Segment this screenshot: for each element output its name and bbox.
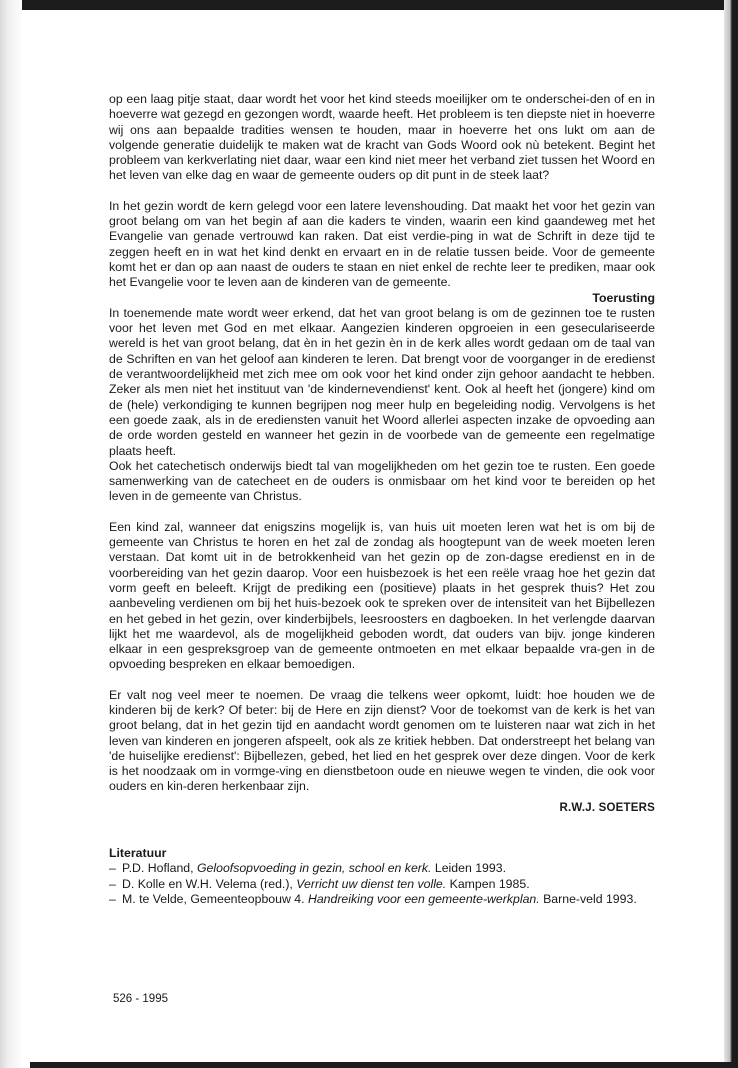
page-number: 526 - 1995 <box>113 993 168 1005</box>
scan-border-top <box>0 0 738 10</box>
scan-border-bottom <box>30 1062 738 1068</box>
literature-heading: Literatuur <box>109 846 167 861</box>
section-heading: Toerusting <box>592 290 655 305</box>
literature-item: – D. Kolle en W.H. Velema (red.), Verricht uw dienst ten volle. Kampen 1985. <box>109 877 655 892</box>
document-page <box>109 92 655 907</box>
literature-item: – P.D. Hofland, Geloofsopvoeding in gezin, school en kerk. Leiden 1993. <box>109 861 655 876</box>
paragraph: In het gezin wordt de kern gelegd voor een latere levenshouding. Dat maakt het voor het gezin van groot belang om van het begin af aan die kaders te vinden, waarin een kind gaandeweg met het Evangelie van genade vertrouwd kan raken. Dat eist verdie-ping in wat de Schrift in deze tijd te zeggen heeft en in wat het kind denkt en ervaart en in de relatie tussen beide. Voor de gemeente komt het er dan op aan naast de ouders te staan en niet enkel de rechte leer te prediken, maar ook het Evangelie voor te leven aan de kinderen van de gemeente. <box>109 198 655 290</box>
literature-list <box>109 861 655 907</box>
scan-border-right <box>724 0 738 1068</box>
paragraph: Een kind zal, wanneer dat enigszins mogelijk is, van huis uit moeten leren wat het is om bij de gemeente van Christus te horen en het zal de zondag als hoogtepunt van de week moeten leren verstaan. Dat komt uit in de betrokkenheid van het gezin op de zon-dagse eredienst en in de voorbereiding van het gezin daarop. Voor een huisbezoek is het een reële vraag hoe het gezin dat vorm geeft en beleeft. Krijgt de prediking een (positieve) plaats in het gesprek thuis? Het zou aanbeveling verdienen om bij het huis-bezoek ook te spreken over de intensiteit van het Bijbellezen en het gebed in het gezin, over kinderbijbels, leesroosters en dagboeken. In het verlengde daarvan lijkt het me waardevol, als de mogelijkheid geboden wordt, dat ouders van bijv. jonge kinderen elkaar in een gespreksgroep van de gemeente ontmoeten en met elkaar bepaalde vra-gen in de opvoeding bespreken en elkaar bemoedigen. <box>109 519 655 672</box>
paragraph: Er valt nog veel meer te noemen. De vraag die telkens weer opkomt, luidt: hoe houden we de kinderen bij de kerk? Of beter: bij de Here en zijn dienst? Voor de toekomst van de kerk is het van groot belang, dat in het gezin tijd en aandacht wordt genomen om te luisteren naar wat zich in het leven van kinderen en jongeren afspeelt, ook als ze kritiek hebben. Dat onderstreept het belang van 'de huiselijke eredienst': Bijbellezen, gebed, het lied en het gesprek over deze dingen. Voor de kerk is het noodzaak om in vormge-ving en dienstbetoon oude en nieuwe wegen te vinden, die ook voor ouders en kin-deren herkenbaar zijn. <box>109 687 655 794</box>
paragraph: Ook het catechetisch onderwijs biedt tal van mogelijkheden om het gezin toe te rusten. Een goede samenwerking van de catecheet en de ouders is onmisbaar om het kind voor te bereiden op het leven in de gemeente van Christus. <box>109 458 655 504</box>
author-signature: R.W.J. SOETERS <box>559 801 655 814</box>
scan-border-left <box>0 0 22 1068</box>
paragraph: op een laag pitje staat, daar wordt het voor het kind steeds moeilijker om te onderschei-den of en in hoeverre wat gezegd en gezongen wordt, waarde heeft. Het probleem is ten diepste niet in hoeverre wij ons aan bepaalde tradities wensen te houden, maar in hoeverre het ons lukt om aan de volgende generatie duidelijk te maken wat de kracht van Gods Woord ook nù betekent. Begint het probleem van kerkverlating niet daar, waar een kind niet meer het verband ziet tussen het Woord en het leven van elke dag en waar de gemeente ouders op dit punt in de steek laat? <box>109 92 655 183</box>
literature-item: – M. te Velde, Gemeenteopbouw 4. Handreiking voor een gemeente-werkplan. Barne-veld 1993. <box>109 892 655 907</box>
paragraph: In toenemende mate wordt weer erkend, dat het van groot belang is om de gezinnen toe te rusten voor het leven met God en met elkaar. Aangezien kinderen opgroeien in een geseculariseerde wereld is het van groot belang, dat èn in het gezin èn in de kerk alles wordt gedaan om de taal van de Schriften en van het geloof aan kinderen te leren. Dat brengt voor de voorganger in de eredienst de verantwoordelijkheid met zich mee om ook voor het kind onder zijn gehoor aandacht te hebben. Zeker als men niet het instituut van 'de kindernevendienst' kent. Ook al heeft het (jongere) kind om de (hele) verkondiging te kunnen begrijpen nog meer hulp en begeleiding nodig. Vervolgens is het een goede zaak, als in de erediensten vanuit het Woord allerlei aspecten inzake de opvoeding aan de orde worden gesteld en wanneer het gezin in de voorbede van de gemeente een regelmatige plaats heeft. <box>109 305 655 458</box>
